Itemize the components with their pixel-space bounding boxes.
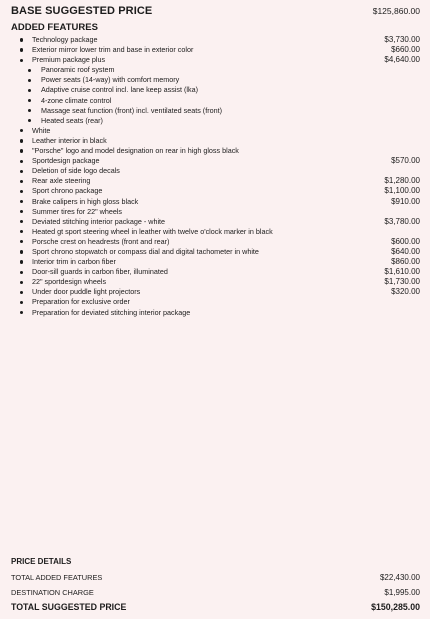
destination-charge-label: DESTINATION CHARGE	[11, 587, 94, 597]
feature-subitem	[0, 106, 430, 116]
bullet-icon	[28, 119, 31, 122]
feature-subitem	[0, 75, 430, 85]
feature-label: Sport chrono stopwatch or compass dial and digital tachometer in white	[32, 246, 259, 256]
feature-label: Premium package plus	[32, 55, 106, 65]
bullet-icon	[20, 170, 23, 173]
total-added-features-label: TOTAL ADDED FEATURES	[11, 572, 103, 582]
feature-item	[0, 297, 430, 307]
feature-item	[0, 197, 430, 207]
feature-item	[0, 186, 430, 196]
feature-price: $1,280.00	[384, 176, 420, 186]
feature-label: Sport chrono package	[32, 186, 103, 196]
feature-label: Heated gt sport steering wheel in leather with twelve o'clock marker in black	[32, 226, 273, 236]
feature-label: Rear axle steering	[32, 176, 91, 186]
feature-price: $860.00	[391, 257, 420, 267]
bullet-icon	[20, 38, 23, 41]
feature-label: Interior trim in carbon fiber	[32, 257, 116, 267]
feature-label: Panoramic roof system	[41, 65, 115, 75]
added-features-list	[0, 35, 430, 318]
bullet-icon	[20, 260, 23, 263]
bullet-icon	[20, 291, 23, 294]
feature-item	[0, 166, 430, 176]
feature-item	[0, 237, 430, 247]
feature-label: Preparation for exclusive order	[32, 297, 130, 307]
bullet-icon	[20, 240, 23, 243]
feature-item	[0, 257, 430, 267]
feature-item	[0, 55, 430, 65]
bullet-icon	[28, 79, 31, 82]
total-suggested-price-value: $150,285.00	[371, 602, 420, 612]
feature-label: Massage seat function (front) incl. ventilated seats (front)	[41, 105, 222, 115]
feature-price: $3,730.00	[384, 35, 420, 44]
feature-subitem	[0, 65, 430, 75]
total-added-features-value: $22,430.00	[379, 572, 420, 582]
destination-charge-row	[11, 586, 420, 598]
feature-price: $1,100.00	[384, 186, 420, 196]
feature-label: Door-sill guards in carbon fiber, illuminated	[32, 267, 168, 277]
bullet-icon	[28, 109, 31, 112]
feature-item	[0, 247, 430, 257]
destination-charge-value: $1,995.00	[384, 587, 420, 597]
feature-label: Brake calipers in high gloss black	[32, 196, 139, 206]
feature-label: Leather interior in black	[32, 135, 107, 145]
base-price-title: BASE SUGGESTED PRICE	[11, 5, 153, 17]
bullet-icon	[20, 200, 23, 203]
feature-price: $600.00	[391, 236, 420, 246]
feature-label: Power seats (14-way) with comfort memory	[41, 75, 180, 85]
total-added-features-row	[11, 571, 420, 583]
feature-item	[0, 136, 430, 146]
feature-item	[0, 207, 430, 217]
bullet-icon	[20, 220, 23, 223]
feature-price: $320.00	[391, 287, 420, 297]
feature-item	[0, 176, 430, 186]
price-details-title: PRICE DETAILS	[11, 557, 72, 566]
bullet-icon	[20, 180, 23, 183]
bullet-icon	[20, 149, 23, 152]
bullet-icon	[20, 129, 23, 132]
feature-price: $1,610.00	[384, 267, 420, 277]
feature-label: "Porsche" logo and model designation on rear in high gloss black	[32, 146, 239, 156]
feature-price: $3,780.00	[384, 216, 420, 226]
bullet-icon	[20, 271, 23, 274]
bullet-icon	[20, 190, 23, 193]
feature-label: Deviated stitching interior package - white	[32, 216, 166, 226]
bullet-icon	[28, 69, 31, 72]
bullet-icon	[20, 250, 23, 253]
feature-price: $660.00	[391, 45, 420, 55]
feature-label: 22" sportdesign wheels	[32, 277, 107, 287]
feature-subitem	[0, 96, 430, 106]
feature-label: White	[32, 125, 51, 135]
bullet-icon	[28, 89, 31, 92]
feature-item	[0, 227, 430, 237]
feature-label: Sportdesign package	[32, 156, 100, 166]
feature-label: Porsche crest on headrests (front and rear)	[32, 236, 170, 246]
bullet-icon	[20, 48, 23, 51]
bullet-icon	[20, 281, 23, 284]
feature-price: $640.00	[391, 246, 420, 256]
feature-subitem	[0, 85, 430, 95]
feature-item	[0, 146, 430, 156]
feature-label: Exterior mirror lower trim and base in exterior color	[32, 45, 194, 55]
bullet-icon	[20, 59, 23, 62]
bullet-icon	[20, 160, 23, 163]
feature-item	[0, 308, 430, 318]
base-price-value: $125,860.00	[372, 6, 420, 16]
added-features-title: ADDED FEATURES	[11, 22, 98, 33]
feature-price: $910.00	[391, 196, 420, 206]
feature-label: Summer tires for 22" wheels	[32, 206, 123, 216]
feature-label: Deletion of side logo decals	[32, 166, 120, 176]
bullet-icon	[20, 230, 23, 233]
feature-label: Preparation for deviated stitching interior package	[32, 307, 191, 317]
feature-price: $1,730.00	[384, 277, 420, 287]
base-price-row	[11, 4, 420, 18]
feature-subitem	[0, 116, 430, 126]
feature-price: $570.00	[391, 156, 420, 166]
feature-label: Under door puddle light projectors	[32, 287, 141, 297]
feature-label: Technology package	[32, 35, 98, 44]
bullet-icon	[20, 301, 23, 304]
feature-item	[0, 126, 430, 136]
feature-item	[0, 217, 430, 227]
bullet-icon	[20, 210, 23, 213]
feature-item	[0, 35, 430, 45]
total-suggested-price-row	[11, 601, 420, 613]
feature-item	[0, 277, 430, 287]
bullet-icon	[20, 311, 23, 314]
feature-item	[0, 287, 430, 297]
bullet-icon	[20, 139, 23, 142]
feature-item	[0, 45, 430, 55]
feature-label: Heated seats (rear)	[41, 115, 103, 125]
feature-item	[0, 267, 430, 277]
feature-price: $4,640.00	[384, 55, 420, 65]
feature-label: 4-zone climate control	[41, 95, 112, 105]
total-suggested-price-label: TOTAL SUGGESTED PRICE	[11, 602, 127, 612]
feature-label: Adaptive cruise control incl. lane keep assist (lka)	[41, 85, 198, 95]
feature-item	[0, 156, 430, 166]
bullet-icon	[28, 99, 31, 102]
